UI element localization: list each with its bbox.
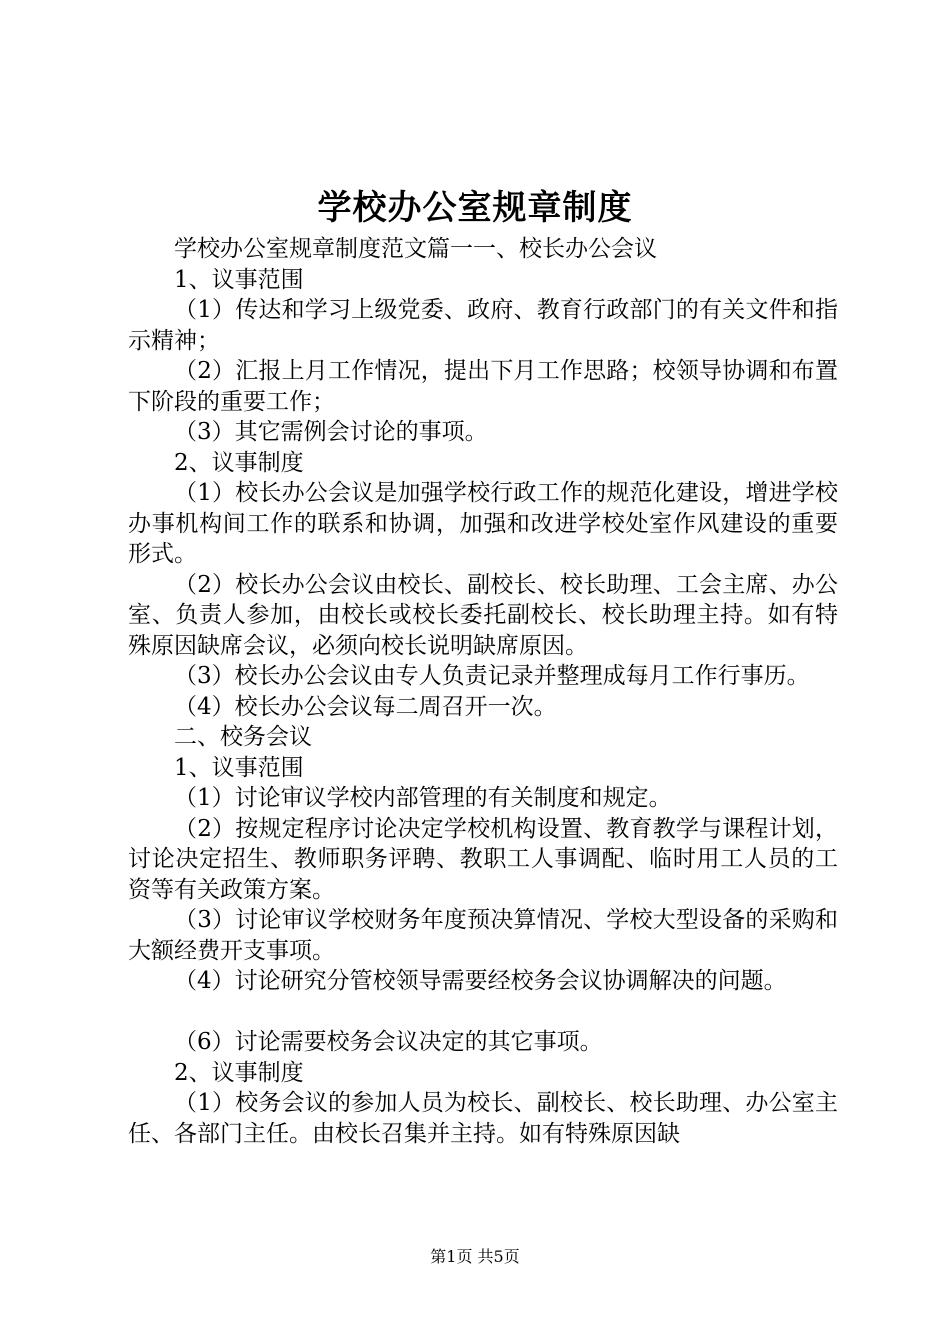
paragraph: （6）讨论需要校务会议决定的其它事项。	[174, 1029, 603, 1055]
paragraph: （1）校务会议的参加人员为校长、副校长、校长助理、办公室主任、各部门主任。由校长召集并主持。如有特殊原因缺	[128, 1090, 838, 1147]
blank-line	[128, 997, 838, 1028]
paragraph: （4）讨论研究分管校领导需要经校务会议协调解决的问题。	[174, 968, 787, 994]
page-footer: 第1页 共5页	[430, 1247, 520, 1266]
paragraph: （3）其它需例会讨论的事项。	[174, 419, 488, 445]
paragraph: （1）校长办公会议是加强学校行政工作的规范化建设，增进学校办事机构间工作的联系和协调，加强和改进学校处室作风建设的重要形式。	[128, 480, 838, 567]
paragraph: （1）传达和学习上级党委、政府、教育行政部门的有关文件和指示精神；	[128, 297, 838, 354]
paragraph: （4）校长办公会议每二周召开一次。	[174, 693, 557, 720]
document-body	[128, 234, 838, 1149]
paragraph: （2）汇报上月工作情况，提出下月工作思路；校领导协调和布置下阶段的重要工作；	[128, 358, 838, 415]
paragraph: 1、议事范围	[174, 754, 304, 781]
paragraph: （2）校长办公会议由校长、副校长、校长助理、工会主席、办公室、负责人参加，由校长或校长委托副校长、校长助理主持。如有特殊原因缺席会议，必须向校长说明缺席原因。	[128, 571, 838, 659]
paragraph: 二、校务会议	[174, 724, 312, 750]
paragraph: （3）讨论审议学校财务年度预决算情况、学校大型设备的采购和大额经费开支事项。	[128, 907, 838, 964]
paragraph: 2、议事制度	[174, 449, 304, 476]
paragraph: （2）按规定程序讨论决定学校机构设置、教育教学与课程计划，讨论决定招生、教师职务评聘、教职工人事调配、临时用工人员的工资等有关政策方案。	[128, 815, 838, 903]
paragraph: 2、议事制度	[174, 1059, 304, 1086]
document-title: 学校办公室规章制度	[317, 188, 633, 228]
paragraph: （3）校长办公会议由专人负责记录并整理成每月工作行事历。	[174, 663, 810, 689]
paragraph: 1、议事范围	[174, 266, 304, 293]
paragraph: （1）讨论审议学校内部管理的有关制度和规定。	[174, 785, 672, 811]
paragraph: 学校办公室规章制度范文篇一一、校长办公会议	[174, 236, 657, 262]
